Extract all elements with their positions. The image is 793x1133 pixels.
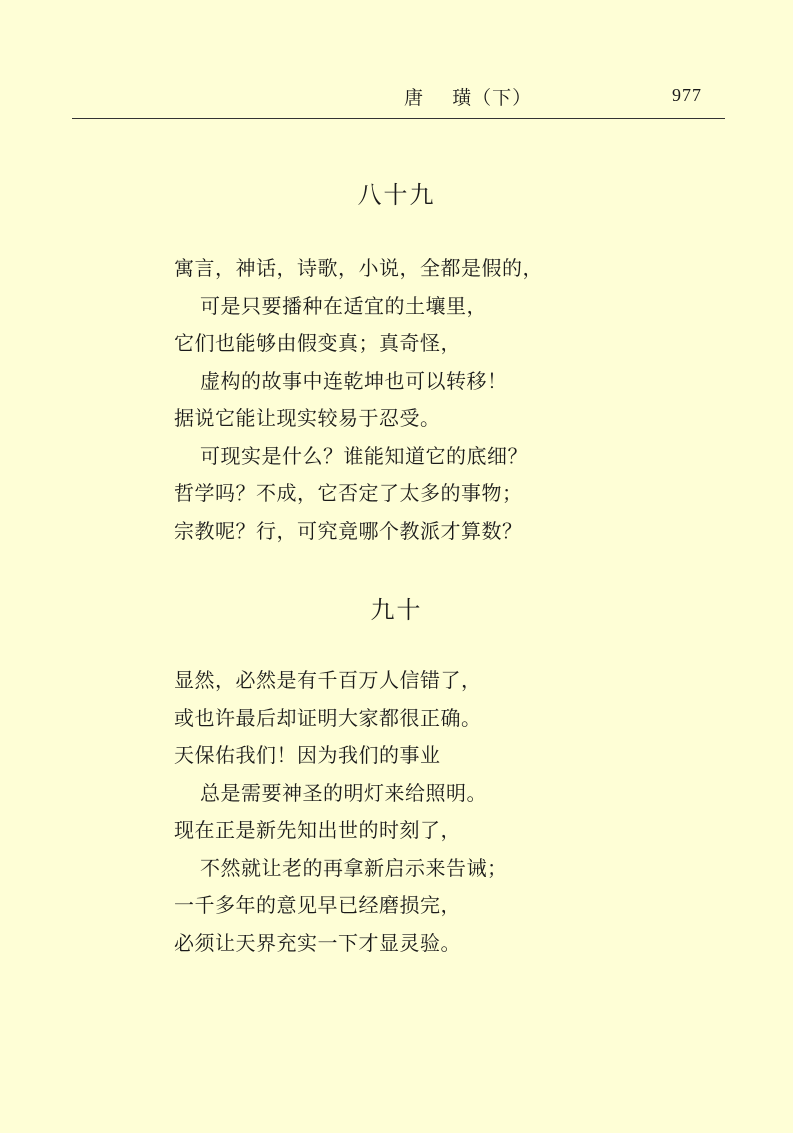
poem-line: 一千多年的意见早已经磨损完， xyxy=(174,893,461,917)
poem-line: 天保佑我们！因为我们的事业 xyxy=(174,743,441,767)
stanza-89 xyxy=(174,254,734,554)
poem-line: 总是需要神圣的明灯来给照明。 xyxy=(200,780,487,805)
stanza-title: 八十九 xyxy=(357,181,436,209)
running-header xyxy=(72,78,725,119)
poem-line: 宗教呢？行，可究竟哪个教派才算数？ xyxy=(174,518,523,543)
poem-line: 虚构的故事中连乾坤也可以转移！ xyxy=(200,368,508,393)
poem-line: 哲学吗？不成，它否定了太多的事物； xyxy=(174,481,523,505)
poem-line: 不然就让老的再拿新启示来告诫； xyxy=(200,855,508,880)
stanza-90 xyxy=(174,666,734,966)
poem-line: 据说它能让现实较易于忍受。 xyxy=(174,406,441,430)
page-number: 977 xyxy=(672,85,702,105)
poem-line: 现在正是新先知出世的时刻了， xyxy=(174,818,461,842)
poem-line: 可是只要播种在适宜的土壤里， xyxy=(200,293,487,318)
running-header-title: 唐 璜（下） xyxy=(404,87,533,109)
poem-line: 寓言，神话，诗歌，小说，全都是假的， xyxy=(174,256,543,280)
poem-line: 或也许最后却证明大家都很正确。 xyxy=(174,705,482,730)
poem-line: 必须让天界充实一下才显灵验。 xyxy=(174,930,461,955)
poem-line: 它们也能够由假变真；真奇怪， xyxy=(174,331,461,355)
stanza-title: 九十 xyxy=(370,596,423,624)
poem-line: 可现实是什么？谁能知道它的底细？ xyxy=(200,443,528,468)
poem-line: 显然，必然是有千百万人信错了， xyxy=(174,668,482,692)
